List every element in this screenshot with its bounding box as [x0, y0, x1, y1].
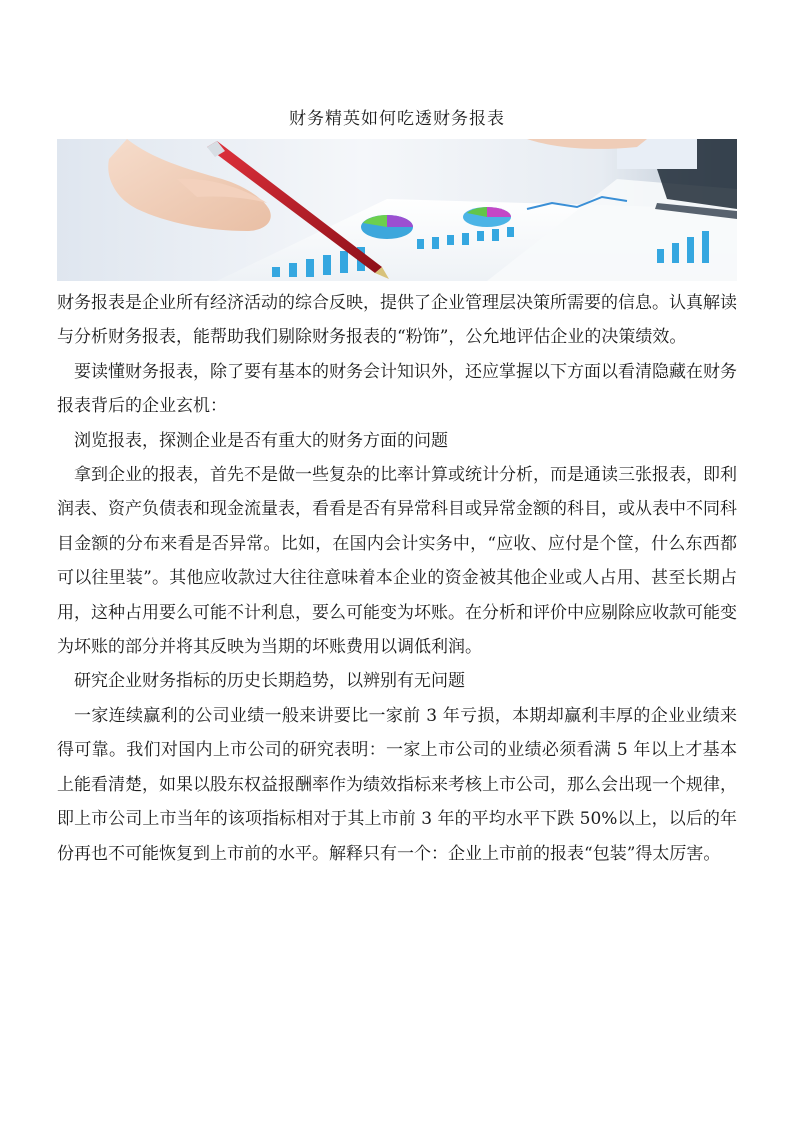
paragraph-browse-reports: 拿到企业的报表，首先不是做一些复杂的比率计算或统计分析，而是通读三张报表，即利润表、资产负债表和现金流量表，看看是否有异常科目或异常金额的科目，或从表中不同科目金额的分布来看是否异常。比如，在国内会计实务中，“应收、应付是个筐，什么东西都可以往里装”。其他应收款过大往往意味着本企业的资金被其他企业或人占用、甚至长期占用，这种占用要么可能不计利息，要么可能变为坏账。在分析和评价中应剔除应收款可能变为坏账的部分并将其反映为当期的坏账费用以调低利润。 [57, 465, 737, 658]
article-body [57, 286, 737, 871]
paragraph-intro: 财务报表是企业所有经济活动的综合反映，提供了企业管理层决策所需要的信息。认真解读与分析财务报表，能帮助我们剔除财务报表的“粉饰”，公允地评估企业的决策绩效。 [57, 293, 737, 348]
hero-image [57, 139, 737, 281]
section-heading-browse-reports: 浏览报表，探测企业是否有重大的财务方面的问题 [74, 430, 448, 451]
finance-report-photo-icon [57, 139, 737, 281]
section-heading-long-term-trends: 研究企业财务指标的历史长期趋势，以辨别有无问题 [74, 671, 465, 692]
paragraph-long-term-trends: 一家连续赢利的公司业绩一般来讲要比一家前 3 年亏损，本期却赢利丰厚的企业业绩来得可靠。我们对国内上市公司的研究表明：一家上市公司的业绩必须看满 5 年以上才基本上能看清楚，如果以股东权益报酬率作为绩效指标来考核上市公司，那么会出现一个规律，即上市公司上市当年的该项指标相对于其上市前 3 年的平均水平下跌 50%以上，以后的年份再也不可能恢复到上市前的水平。解释只有一个：企业上市前的报表“包装”得太厉害。 [57, 705, 737, 864]
page-title: 财务精英如何吃透财务报表 [289, 109, 505, 129]
paragraph-read-requirements: 要读懂财务报表，除了要有基本的财务会计知识外，还应掌握以下方面以看清隐藏在财务报表背后的企业玄机： [57, 361, 737, 417]
